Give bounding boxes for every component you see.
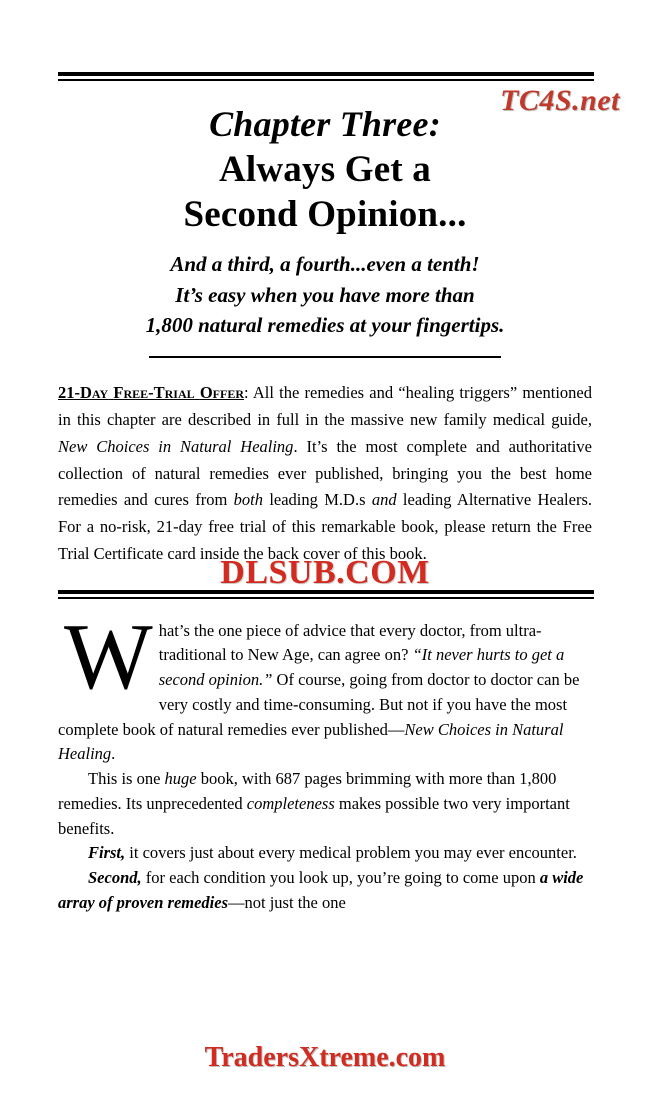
divider2-thin-line <box>58 597 594 599</box>
fourth-paragraph <box>58 866 592 916</box>
para2-part-c: makes possible two very important benefits. <box>58 793 570 838</box>
offer-lead-2: Free-Trial <box>113 383 195 403</box>
offer-emph-and: and <box>371 490 397 510</box>
subhead-line-1: And a third, a fourth...even a tenth! <box>170 252 480 277</box>
para1-book-title: New Choices in Natural Healing <box>58 719 564 764</box>
drop-cap: W <box>64 604 153 709</box>
second-paragraph <box>58 767 592 841</box>
para4-part-b: —not just the one <box>228 892 346 912</box>
short-divider <box>149 356 501 358</box>
chapter-subhead <box>58 249 592 340</box>
para3-text: it covers just about every medical problem you may ever encounter. <box>125 843 577 863</box>
offer-colon: : <box>244 383 249 403</box>
divider-thin-line <box>58 79 594 81</box>
third-paragraph <box>58 841 592 866</box>
para2-part-b: book, with 687 pages brimming with more than 1,800 remedies. Its unprecedented <box>58 769 557 813</box>
offer-text-3: leading M.D.s <box>262 490 372 510</box>
para4-emph-remedies: a wide array of proven remedies <box>58 868 584 912</box>
book-page <box>0 72 650 1096</box>
offer-book-title: New Choices in Natural Healing <box>58 436 294 456</box>
para3-lead-first: First, <box>88 843 126 863</box>
para2-part-a: This is one <box>88 769 165 788</box>
para4-lead-second: Second, <box>88 868 142 887</box>
chapter-heading <box>58 103 592 340</box>
para4-part-a: for each condition you look up, you’re going to come upon <box>141 868 540 887</box>
top-watermark: TC4S.net <box>500 84 620 117</box>
para1-part-b: Of course, going from doctor to doctor can be very costly and time-consuming. But not if you have the most complete book of natural remedies ever published— <box>58 670 580 739</box>
offer-text-2: . It’s the most complete and authoritative collection of natural remedies ever published, bringing you the best home remedies and cures from <box>58 436 592 510</box>
chapter-title-line-1: Chapter Three: <box>209 104 441 144</box>
body-text <box>58 604 592 916</box>
para1-part-a: hat’s the one piece of advice that every doctor, from ultra-traditional to New Age, can agree on? <box>158 620 542 665</box>
offer-paragraph <box>58 380 592 567</box>
center-watermark: DLSUB.COM <box>220 554 430 591</box>
chapter-title-line-2: Always Get a <box>218 148 432 190</box>
para1-quote: “It never hurts to get a second opinion.” <box>158 645 565 689</box>
para1-part-c: . <box>111 744 116 764</box>
para2-emph-completeness: completeness <box>246 793 335 813</box>
para2-emph-huge: huge <box>164 769 197 788</box>
subhead-line-3: 1,800 natural remedies at your fingertips. <box>145 313 505 338</box>
offer-lead-3: Offer <box>199 383 244 403</box>
bottom-watermark: TradersXtreme.com <box>204 1042 446 1073</box>
offer-text-4: leading Alternative Healers. For a no-risk, 21-day free trial of this remarkable book, please return the Free Trial Certificate card inside the back cover of this book. <box>58 490 593 563</box>
chapter-title-line-3: Second Opinion... <box>183 194 467 236</box>
subhead-line-2: It’s easy when you have more than <box>175 282 475 307</box>
offer-lead-1: 21-Day <box>58 383 109 403</box>
offer-emph-both: both <box>233 490 263 510</box>
offer-text-1: All the remedies and “healing triggers” mentioned in this chapter are described in full in the massive new family medical guide, <box>58 383 592 430</box>
first-paragraph <box>58 604 592 768</box>
top-divider <box>58 72 594 81</box>
